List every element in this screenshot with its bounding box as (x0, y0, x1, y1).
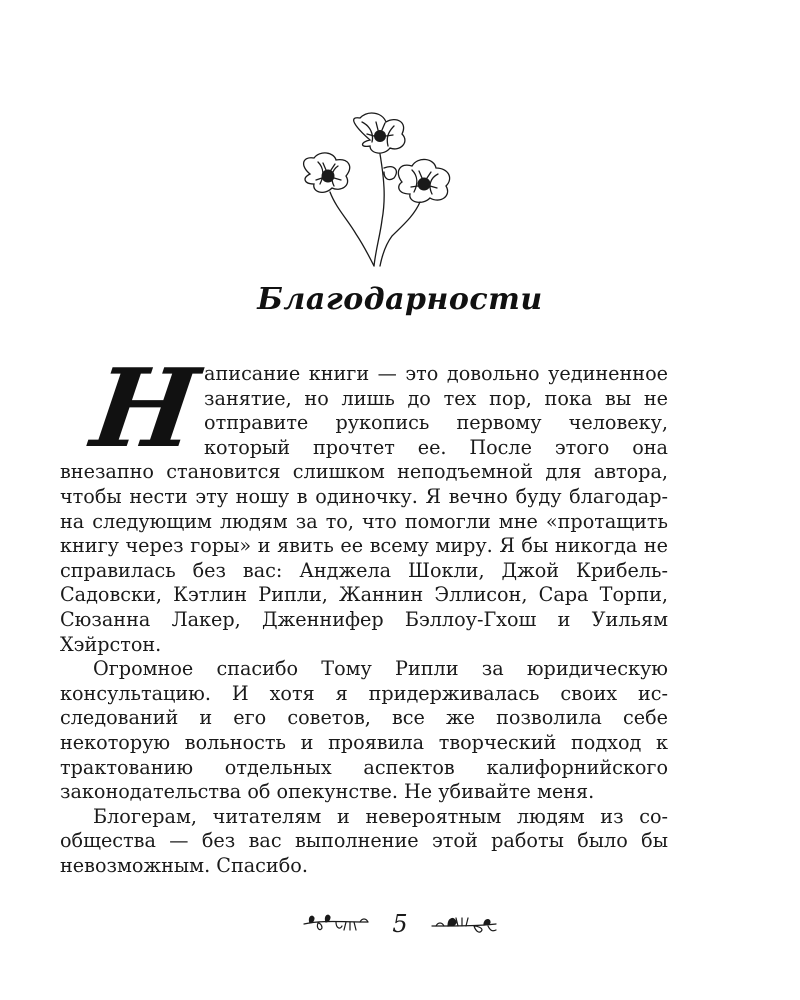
paragraph-3: Блогерам, читателям и невероятным людям из сообщества — без вас выполнение этой работы было бы невозможным. Спасибо. (60, 804, 668, 877)
paragraph-1 (60, 346, 668, 657)
right-poppy (380, 159, 450, 266)
paragraph-1-text: аписание книги — это довольно уединенное занятие, но лишь до тех пор, пока вы не отправите рукопись первому человеку, который прочтет ее. После этого она внезапно становится слишком неподъемной для автора, чтобы нести эту ношу в одиночку. Я вечно буду благодарна следующим людям за то, что помогли мне «протащить книгу через горы» и явить ее всему миру. Я бы никогда не справилась без вас: Анджела Шокли, Джой Крибель-Садовски, Кэтлин Рипли, Жаннин Эллисон, Сара Торпи, Сюзанна Лакер, Дженнифер Бэллоу-Гхош и Уильям Хэйрстон. (60, 362, 668, 656)
poppy-flowers-line-art-icon (290, 108, 480, 268)
leaf-sprig-ornament-icon (428, 910, 500, 938)
drop-cap: Н (85, 346, 205, 472)
page-footer (0, 906, 800, 946)
page-number: 5 (392, 910, 408, 938)
left-poppy (304, 153, 374, 266)
body-text (60, 346, 668, 878)
page-title: Благодарности (257, 282, 543, 317)
paragraph-2: Огромное спасибо Тому Рипли за юридическую консультацию. И хотя я придерживалась своих исследований и его советов, все же позволила себе некоторую вольность и проявила творческий подход к трактованию отдельных аспектов калифорнийского законодательства об опекунстве. Не убивайте меня. (60, 657, 668, 804)
